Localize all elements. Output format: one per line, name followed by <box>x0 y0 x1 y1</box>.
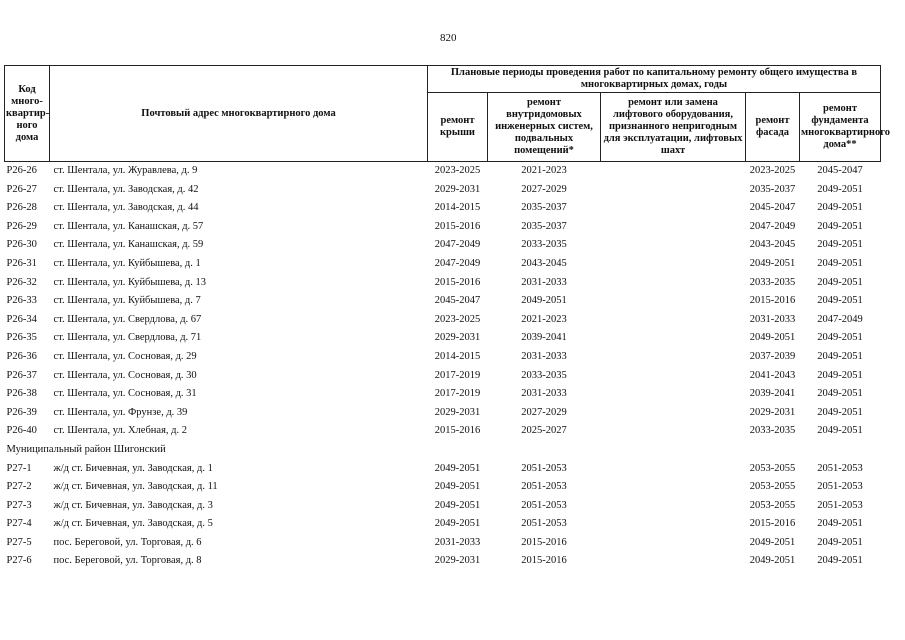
cell-elevator <box>601 236 746 255</box>
cell-code: Р27-6 <box>6 555 32 567</box>
cell-elevator <box>601 534 746 553</box>
cell-foundation: 2049-2051 <box>817 350 863 362</box>
cell-roof: 2029-2031 <box>434 555 481 567</box>
cell-elevator <box>601 218 746 237</box>
cell-foundation: 2047-2049 <box>817 313 863 325</box>
cell-address: ст. Шентала, ул. Куйбышева, д. 7 <box>53 295 201 307</box>
cell-foundation: 2049-2051 <box>817 220 863 232</box>
cell-elevator <box>601 478 746 497</box>
cell-roof: 2015-2016 <box>434 276 481 288</box>
header-periods-group: Плановые периоды проведения работ по капитальному ремонту общего имущества в многоквартирных домах, годы <box>428 66 881 93</box>
cell-systems: 2043-2045 <box>521 257 567 269</box>
table-row <box>5 534 881 553</box>
cell-elevator <box>601 385 746 404</box>
cell-foundation: 2049-2051 <box>817 406 863 418</box>
cell-code: Р26-40 <box>6 425 37 437</box>
cell-code: Р26-35 <box>6 332 37 344</box>
cell-systems: 2027-2029 <box>521 406 567 418</box>
cell-facade: 2033-2035 <box>749 425 796 437</box>
cell-code: Р26-34 <box>6 313 37 325</box>
cell-code: Р26-33 <box>6 295 37 307</box>
cell-address: ст. Шентала, ул. Куйбышева, д. 1 <box>53 257 201 269</box>
cell-address: ст. Шентала, ул. Свердлова, д. 71 <box>53 332 202 344</box>
table-row <box>5 218 881 237</box>
cell-address: ж/д ст. Бичевная, ул. Заводская, д. 5 <box>53 518 213 530</box>
cell-facade: 2029-2031 <box>749 406 796 418</box>
header-foundation: ремонт фундамента многоквартирного дома** <box>800 93 881 162</box>
table-row <box>5 404 881 423</box>
cell-elevator <box>601 311 746 330</box>
table-row <box>5 422 881 441</box>
cell-foundation: 2049-2051 <box>817 388 863 400</box>
cell-elevator <box>601 181 746 200</box>
cell-systems: 2031-2033 <box>521 276 567 288</box>
cell-facade: 2049-2051 <box>749 555 796 567</box>
cell-code: Р26-39 <box>6 406 37 418</box>
table-body <box>5 162 881 572</box>
cell-roof: 2047-2049 <box>434 257 481 269</box>
cell-roof: 2014-2015 <box>434 202 481 214</box>
cell-address: ст. Шентала, ул. Заводская, д. 44 <box>53 202 199 214</box>
cell-address: ст. Шентала, ул. Хлебная, д. 2 <box>53 425 188 437</box>
cell-systems: 2015-2016 <box>521 555 567 567</box>
cell-foundation: 2049-2051 <box>817 518 863 530</box>
cell-foundation: 2051-2053 <box>817 462 863 474</box>
cell-facade: 2015-2016 <box>749 518 796 530</box>
cell-facade: 2053-2055 <box>749 499 796 511</box>
cell-elevator <box>601 348 746 367</box>
cell-facade: 2033-2035 <box>749 276 796 288</box>
cell-foundation: 2049-2051 <box>817 536 863 548</box>
cell-foundation: 2049-2051 <box>817 332 863 344</box>
table-row <box>5 199 881 218</box>
table-row <box>5 311 881 330</box>
cell-facade: 2023-2025 <box>749 165 796 176</box>
cell-facade: 2041-2043 <box>749 369 796 381</box>
cell-code: Р27-3 <box>6 499 32 511</box>
table-row <box>5 348 881 367</box>
cell-systems: 2027-2029 <box>521 183 567 195</box>
cell-systems: 2035-2037 <box>521 220 567 232</box>
cell-code: Р26-32 <box>6 276 37 288</box>
cell-roof: 2015-2016 <box>434 220 481 232</box>
cell-roof: 2049-2051 <box>434 481 481 493</box>
cell-foundation: 2049-2051 <box>817 239 863 251</box>
header-address: Почтовый адрес многоквартирного дома <box>50 66 428 162</box>
cell-systems: 2033-2035 <box>521 369 567 381</box>
cell-elevator <box>601 255 746 274</box>
cell-elevator <box>601 552 746 571</box>
cell-foundation: 2049-2051 <box>817 369 863 381</box>
cell-facade: 2053-2055 <box>749 462 796 474</box>
cell-roof: 2047-2049 <box>434 239 481 251</box>
cell-address: ст. Шентала, ул. Журавлева, д. 9 <box>53 165 198 176</box>
cell-elevator <box>601 274 746 293</box>
cell-systems: 2015-2016 <box>521 536 567 548</box>
cell-roof: 2029-2031 <box>434 332 481 344</box>
cell-systems: 2021-2023 <box>521 165 567 176</box>
cell-address: ст. Шентала, ул. Канашская, д. 59 <box>53 239 204 251</box>
cell-address: ст. Шентала, ул. Фрунзе, д. 39 <box>53 406 188 418</box>
header-code: Код много-квартир-ного дома <box>5 66 50 162</box>
cell-roof: 2017-2019 <box>434 388 481 400</box>
table-row <box>5 181 881 200</box>
cell-code: Р26-27 <box>6 183 37 195</box>
cell-address: ст. Шентала, ул. Заводская, д. 42 <box>53 183 199 195</box>
cell-systems: 2025-2027 <box>521 425 567 437</box>
cell-systems: 2051-2053 <box>521 518 567 530</box>
table-row <box>5 236 881 255</box>
cell-roof: 2014-2015 <box>434 350 481 362</box>
cell-systems: 2033-2035 <box>521 239 567 251</box>
cell-facade: 2049-2051 <box>749 332 796 344</box>
cell-foundation: 2049-2051 <box>817 276 863 288</box>
header-elevator: ремонт или замена лифтового оборудования, признанного непригодным для эксплуатации, лифтовых шахт <box>601 93 746 162</box>
cell-address: пос. Береговой, ул. Торговая, д. 8 <box>53 555 202 567</box>
cell-address: пос. Береговой, ул. Торговая, д. 6 <box>53 536 202 548</box>
cell-facade: 2043-2045 <box>749 239 796 251</box>
cell-elevator <box>601 199 746 218</box>
cell-roof: 2031-2033 <box>434 536 481 548</box>
cell-facade: 2015-2016 <box>749 295 796 307</box>
table-row <box>5 515 881 534</box>
cell-address: ж/д ст. Бичевная, ул. Заводская, д. 1 <box>53 462 213 474</box>
cell-address: ст. Шентала, ул. Сосновая, д. 30 <box>53 369 197 381</box>
cell-address: ж/д ст. Бичевная, ул. Заводская, д. 11 <box>53 481 218 493</box>
cell-systems: 2021-2023 <box>521 313 567 325</box>
cell-foundation: 2049-2051 <box>817 183 863 195</box>
cell-systems: 2031-2033 <box>521 388 567 400</box>
cell-roof: 2049-2051 <box>434 518 481 530</box>
cell-facade: 2049-2051 <box>749 257 796 269</box>
cell-elevator <box>601 422 746 441</box>
cell-foundation: 2049-2051 <box>817 425 863 437</box>
cell-foundation: 2051-2053 <box>817 481 863 493</box>
cell-code: Р26-37 <box>6 369 37 381</box>
cell-address: ст. Шентала, ул. Сосновая, д. 31 <box>53 388 197 400</box>
cell-elevator <box>601 292 746 311</box>
cell-roof: 2023-2025 <box>434 165 481 176</box>
cell-systems: 2051-2053 <box>521 499 567 511</box>
header-facade: ремонт фасада <box>746 93 800 162</box>
cell-foundation: 2045-2047 <box>817 165 863 176</box>
cell-code: Р26-28 <box>6 202 37 214</box>
header-roof: ремонт крыши <box>428 93 488 162</box>
section-title: Муниципальный район Шигонский <box>6 443 166 455</box>
cell-foundation: 2049-2051 <box>817 257 863 269</box>
cell-roof: 2017-2019 <box>434 369 481 381</box>
cell-code: Р26-31 <box>6 257 37 269</box>
table-row <box>5 255 881 274</box>
cell-code: Р26-36 <box>6 350 37 362</box>
cell-foundation: 2049-2051 <box>817 555 863 567</box>
cell-foundation: 2049-2051 <box>817 202 863 214</box>
cell-roof: 2049-2051 <box>434 462 481 474</box>
table-row <box>5 460 881 479</box>
cell-address: ст. Шентала, ул. Сосновая, д. 29 <box>53 350 197 362</box>
cell-code: Р26-30 <box>6 239 37 251</box>
table-row <box>5 367 881 386</box>
header-systems: ремонт внутридомовых инженерных систем, подвальных помещений* <box>488 93 601 162</box>
cell-roof: 2029-2031 <box>434 183 481 195</box>
table-row <box>5 478 881 497</box>
cell-facade: 2039-2041 <box>749 388 796 400</box>
cell-elevator <box>601 329 746 348</box>
cell-address: ст. Шентала, ул. Канашская, д. 57 <box>53 220 204 232</box>
cell-code: Р27-4 <box>6 518 32 530</box>
cell-address: ст. Шентала, ул. Свердлова, д. 67 <box>53 313 202 325</box>
cell-systems: 2031-2033 <box>521 350 567 362</box>
table-row <box>5 292 881 311</box>
cell-elevator <box>601 460 746 479</box>
cell-code: Р26-29 <box>6 220 37 232</box>
cell-facade: 2031-2033 <box>749 313 796 325</box>
cell-elevator <box>601 367 746 386</box>
cell-systems: 2051-2053 <box>521 462 567 474</box>
cell-systems: 2049-2051 <box>521 295 567 307</box>
cell-facade: 2053-2055 <box>749 481 796 493</box>
cell-elevator <box>601 515 746 534</box>
table-row <box>5 497 881 516</box>
cell-systems: 2039-2041 <box>521 332 567 344</box>
cell-facade: 2045-2047 <box>749 202 796 214</box>
cell-facade: 2035-2037 <box>749 183 796 195</box>
table-row <box>5 552 881 571</box>
table-row <box>5 385 881 404</box>
cell-code: Р27-1 <box>6 462 32 474</box>
cell-facade: 2037-2039 <box>749 350 796 362</box>
cell-code: Р27-2 <box>6 481 32 493</box>
cell-address: ст. Шентала, ул. Куйбышева, д. 13 <box>53 276 207 288</box>
cell-systems: 2035-2037 <box>521 202 567 214</box>
cell-roof: 2045-2047 <box>434 295 481 307</box>
table-row <box>5 274 881 293</box>
cell-code: Р26-26 <box>6 165 37 176</box>
table-header <box>5 66 890 162</box>
table-row <box>5 329 881 348</box>
cell-elevator <box>601 404 746 423</box>
cell-facade: 2049-2051 <box>749 536 796 548</box>
cell-address: ж/д ст. Бичевная, ул. Заводская, д. 3 <box>53 499 213 511</box>
cell-foundation: 2051-2053 <box>817 499 863 511</box>
cell-code: Р26-38 <box>6 388 37 400</box>
section-row <box>5 441 881 460</box>
page-number: 820 <box>440 32 457 44</box>
cell-roof: 2023-2025 <box>434 313 481 325</box>
cell-elevator <box>601 497 746 516</box>
cell-elevator <box>601 162 746 181</box>
cell-systems: 2051-2053 <box>521 481 567 493</box>
capital-repair-table <box>4 65 890 571</box>
cell-facade: 2047-2049 <box>749 220 796 232</box>
cell-roof: 2029-2031 <box>434 406 481 418</box>
cell-roof: 2049-2051 <box>434 499 481 511</box>
table-row <box>5 162 881 181</box>
cell-code: Р27-5 <box>6 536 32 548</box>
cell-foundation: 2049-2051 <box>817 295 863 307</box>
cell-roof: 2015-2016 <box>434 425 481 437</box>
